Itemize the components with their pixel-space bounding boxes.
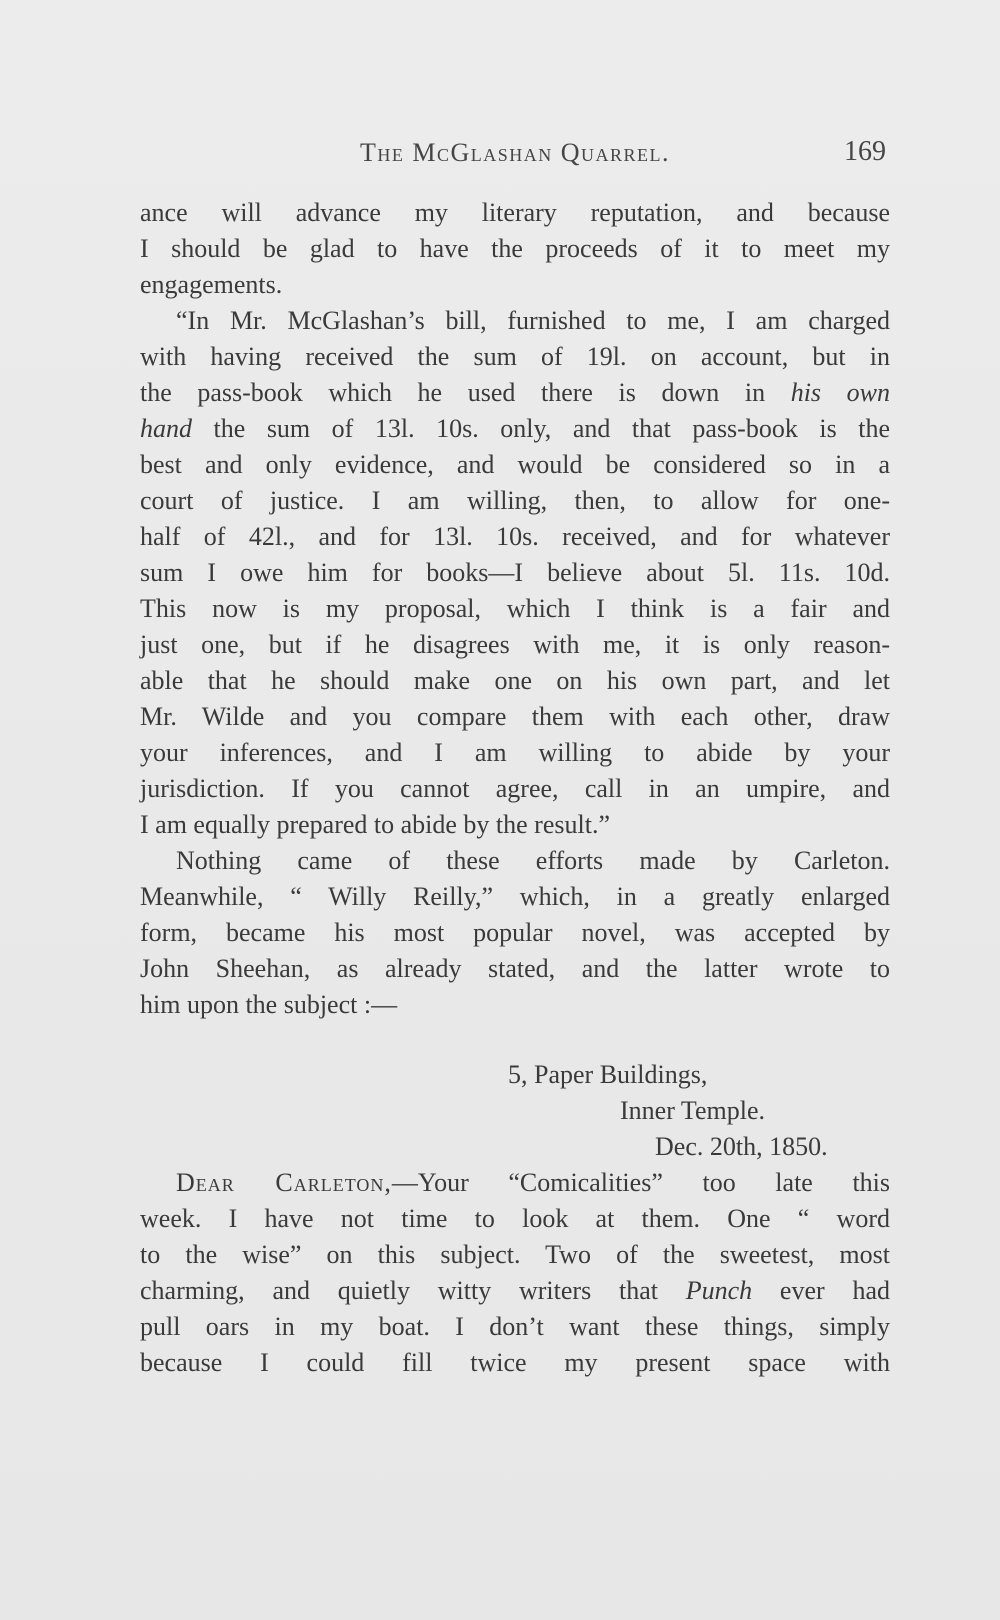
text-line: pull oars in my boat. I don’t want these things, simply bbox=[140, 1312, 890, 1341]
text-line: your inferences, and I am willing to abide by your bbox=[140, 738, 890, 767]
text-span: ever had bbox=[752, 1276, 890, 1305]
text-line: I am equally prepared to abide by the result.” bbox=[140, 810, 610, 839]
text-line: jurisdiction. If you cannot agree, call in an umpire, and bbox=[140, 774, 890, 803]
text-line: This now is my proposal, which I think is a fair and bbox=[140, 594, 890, 623]
text-line: because I could fill twice my present space with bbox=[140, 1348, 890, 1377]
text-line: ance will advance my literary reputation, and because bbox=[140, 198, 890, 227]
running-header bbox=[140, 138, 890, 178]
text-line: half of 42l., and for 13l. 10s. received, and for whatever bbox=[140, 522, 890, 551]
text-line: just one, but if he disagrees with me, it is only reason- bbox=[140, 630, 890, 659]
text-span: the pass-book which he used there is down in bbox=[140, 378, 791, 407]
text-line: sum I owe him for books—I believe about 5l. 11s. 10d. bbox=[140, 558, 890, 587]
running-title: The McGlashan Quarrel. bbox=[359, 138, 671, 167]
text-line: Mr. Wilde and you compare them with each other, draw bbox=[140, 702, 890, 731]
letter-salutation: Dear Carleton, bbox=[176, 1168, 392, 1197]
text-line: with having received the sum of 19l. on account, but in bbox=[140, 342, 890, 371]
page-number: 169 bbox=[844, 136, 886, 167]
text-line bbox=[140, 378, 890, 408]
text-line: John Sheehan, as already stated, and the latter wrote to bbox=[140, 954, 890, 983]
italic-text: Punch bbox=[685, 1276, 753, 1305]
letter-date: Dec. 20th, 1850. bbox=[655, 1132, 828, 1161]
text-line: “In Mr. McGlashan’s bill, furnished to me, I am charged bbox=[176, 306, 890, 335]
text-line: form, became his most popular novel, was accepted by bbox=[140, 918, 890, 947]
text-span: the sum of 13l. 10s. only, and that pass-book is the bbox=[192, 414, 890, 443]
text-line: court of justice. I am willing, then, to allow for one- bbox=[140, 486, 890, 515]
text-line: I should be glad to have the proceeds of it to meet my bbox=[140, 234, 890, 263]
text-line: best and only evidence, and would be considered so in a bbox=[140, 450, 890, 479]
text-line bbox=[140, 414, 890, 444]
text-line: able that he should make one on his own part, and let bbox=[140, 666, 890, 695]
text-line: Nothing came of these efforts made by Carleton. bbox=[176, 846, 890, 875]
italic-text: his own bbox=[790, 378, 890, 407]
text-line bbox=[140, 1276, 890, 1306]
text-line: him upon the subject :— bbox=[140, 990, 398, 1019]
text-line: engagements. bbox=[140, 270, 283, 299]
italic-text: hand bbox=[140, 414, 192, 443]
text-span: charming, and quietly witty writers that bbox=[140, 1276, 686, 1305]
letter-address-line: 5, Paper Buildings, bbox=[508, 1060, 708, 1089]
text-line bbox=[140, 1168, 890, 1198]
text-line: to the wise” on this subject. Two of the sweetest, most bbox=[140, 1240, 890, 1269]
text-line: week. I have not time to look at them. One “ word bbox=[140, 1204, 890, 1233]
text-line: Meanwhile, “ Willy Reilly,” which, in a greatly enlarged bbox=[140, 882, 890, 911]
letter-address-line: Inner Temple. bbox=[620, 1096, 765, 1125]
text-span: —Your “Comicalities” too late this bbox=[391, 1168, 891, 1197]
